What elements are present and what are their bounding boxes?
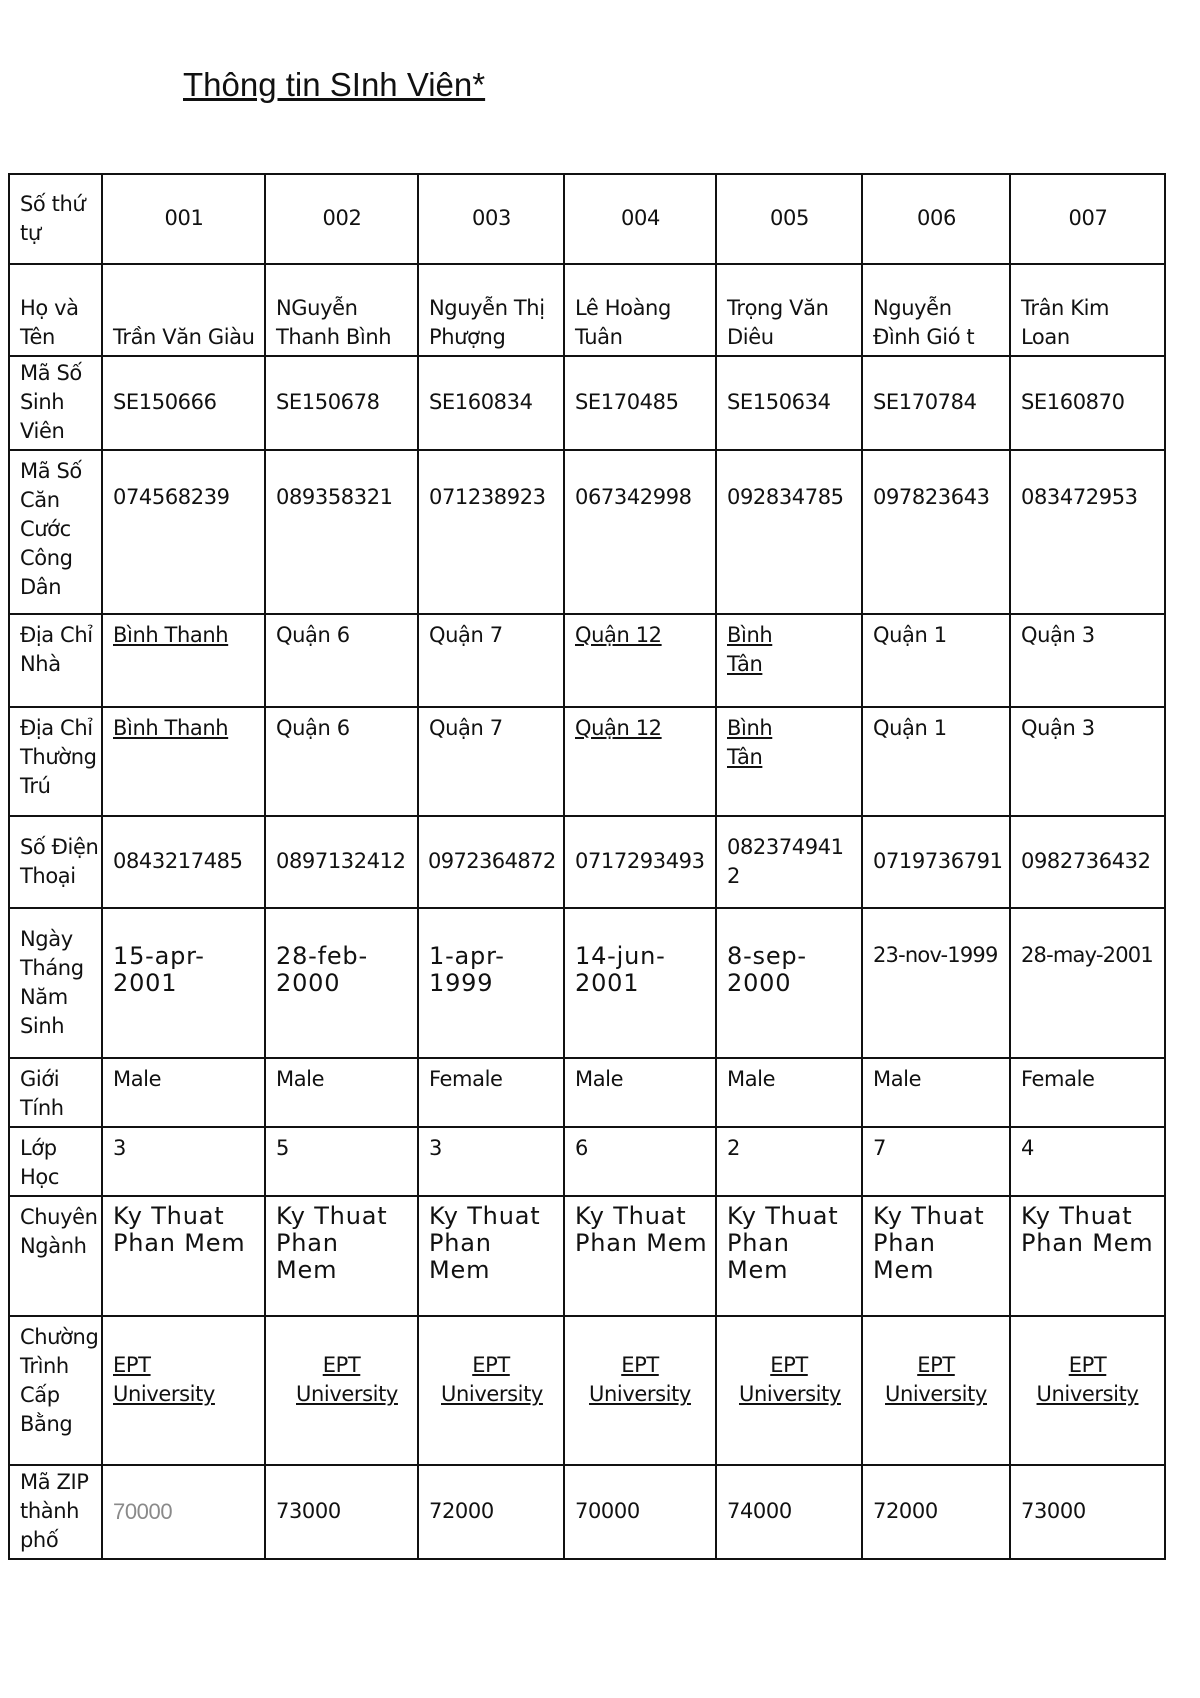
table-row [9, 1058, 1165, 1127]
table-cell: 23-nov-1999 [862, 908, 1010, 1058]
table-cell: SE150678 [265, 356, 418, 450]
table-cell: 0719736791 [862, 816, 1010, 908]
table-cell: 73000 [1010, 1465, 1165, 1559]
table-cell: Quận 3 [1010, 614, 1165, 707]
table-cell: 15-apr-2001 [102, 908, 265, 1058]
university-link[interactable]: EPT University [441, 1353, 543, 1406]
table-cell: Male [716, 1058, 862, 1127]
table-cell: SE160834 [418, 356, 564, 450]
university-link[interactable]: EPT University [113, 1353, 215, 1406]
table-cell: Trân Kim Loan [1010, 264, 1165, 356]
table-cell: 005 [716, 174, 862, 264]
table-row [9, 1127, 1165, 1196]
row-label: Số Điện Thoại [9, 816, 102, 908]
row-label: Chuyên Ngành [9, 1196, 102, 1316]
table-cell: 074568239 [102, 450, 265, 614]
table-cell: Quận 1 [862, 614, 1010, 707]
table-cell: Female [418, 1058, 564, 1127]
table-cell: 083472953 [1010, 450, 1165, 614]
table-row [9, 816, 1165, 908]
table-cell: Bình Tân [716, 614, 862, 707]
table-row [9, 1465, 1165, 1559]
table-cell: Bình Thanh [102, 707, 265, 816]
table-cell: 70000 [102, 1465, 265, 1559]
table-row [9, 174, 1165, 264]
row-label: Ngày Tháng Năm Sinh [9, 908, 102, 1058]
table-cell: 0982736432 [1010, 816, 1165, 908]
table-cell: 007 [1010, 174, 1165, 264]
table-row [9, 908, 1165, 1058]
row-label: Số thứ tự [9, 174, 102, 264]
table-cell: 28-feb-2000 [265, 908, 418, 1058]
table-cell: Ky Thuat Phan Mem [862, 1196, 1010, 1316]
table-cell: 089358321 [265, 450, 418, 614]
table-cell: 5 [265, 1127, 418, 1196]
row-label: Mã Số Sinh Viên [9, 356, 102, 450]
table-cell: Quận 12 [564, 707, 716, 816]
table-cell: 2 [716, 1127, 862, 1196]
table-cell: Quận 1 [862, 707, 1010, 816]
table-cell: 004 [564, 174, 716, 264]
row-label: Giới Tính [9, 1058, 102, 1127]
table-cell: 002 [265, 174, 418, 264]
table-cell: Trọng Văn Diêu [716, 264, 862, 356]
table-row [9, 707, 1165, 816]
table-cell: SE150634 [716, 356, 862, 450]
table-row [9, 1196, 1165, 1316]
table-cell: 70000 [564, 1465, 716, 1559]
table-cell: Male [564, 1058, 716, 1127]
table-cell: Lê Hoàng Tuân [564, 264, 716, 356]
table-cell: 72000 [862, 1465, 1010, 1559]
row-label: Họ và Tên [9, 264, 102, 356]
table-cell: Male [862, 1058, 1010, 1127]
table-cell: 74000 [716, 1465, 862, 1559]
table-cell: Ky Thuat Phan Mem [564, 1196, 716, 1316]
table-cell: 067342998 [564, 450, 716, 614]
university-link[interactable]: EPT University [885, 1353, 987, 1406]
table-cell: 0717293493 [564, 816, 716, 908]
table-cell: 0843217485 [102, 816, 265, 908]
table-cell: SE150666 [102, 356, 265, 450]
table-cell: Female [1010, 1058, 1165, 1127]
table-cell: 8-sep-2000 [716, 908, 862, 1058]
table-cell: SE170485 [564, 356, 716, 450]
row-label: Địa Chỉ Nhà [9, 614, 102, 707]
table-cell: 071238923 [418, 450, 564, 614]
table-cell: Ky Thuat Phan Mem [265, 1196, 418, 1316]
table-cell: Quận 7 [418, 614, 564, 707]
table-cell: 003 [418, 174, 564, 264]
row-label: Lớp Học [9, 1127, 102, 1196]
table-cell: SE160870 [1010, 356, 1165, 450]
table-cell: Ky Thuat Phan Mem [418, 1196, 564, 1316]
table-row [9, 614, 1165, 707]
table-cell: 001 [102, 174, 265, 264]
table-cell: 3 [102, 1127, 265, 1196]
table-cell: Male [265, 1058, 418, 1127]
row-label: Địa Chỉ Thường Trú [9, 707, 102, 816]
table-cell: 28-may-2001 [1010, 908, 1165, 1058]
table-cell: Ky Thuat Phan Mem [1010, 1196, 1165, 1316]
page-title: Thông tin SInh Viên* [183, 66, 486, 103]
table-cell: 092834785 [716, 450, 862, 614]
table-cell: NGuyễn Thanh Bình [265, 264, 418, 356]
table-cell: 7 [862, 1127, 1010, 1196]
table-cell: SE170784 [862, 356, 1010, 450]
table-cell: 3 [418, 1127, 564, 1196]
table-cell: 72000 [418, 1465, 564, 1559]
table-cell: Quận 7 [418, 707, 564, 816]
table-cell: Quận 6 [265, 614, 418, 707]
table-cell: Nguyễn Đình Gió t [862, 264, 1010, 356]
university-link[interactable]: EPT University [589, 1353, 691, 1406]
table-cell: Quận 3 [1010, 707, 1165, 816]
row-label: Mã ZIP thành phố [9, 1465, 102, 1559]
table-cell: Bình Thanh [102, 614, 265, 707]
row-label: Mã Số Căn Cước Công Dân [9, 450, 102, 614]
student-info-table [8, 173, 1166, 1560]
table-cell: Ky Thuat Phan Mem [102, 1196, 265, 1316]
university-link[interactable]: EPT University [296, 1353, 398, 1406]
table-cell: Trần Văn Giàu [102, 264, 265, 356]
table-cell: Nguyễn Thị Phượng [418, 264, 564, 356]
table-cell: 14-jun-2001 [564, 908, 716, 1058]
table-cell: 0897132412 [265, 816, 418, 908]
table-cell: 0972364872 [418, 816, 564, 908]
table-row [9, 1316, 1165, 1465]
table-cell: 73000 [265, 1465, 418, 1559]
table-row [9, 450, 1165, 614]
university-link[interactable]: EPT University [739, 1353, 841, 1406]
table-cell: Ky Thuat Phan Mem [716, 1196, 862, 1316]
table-row [9, 356, 1165, 450]
table-row [9, 264, 1165, 356]
university-link[interactable]: EPT University [1036, 1353, 1139, 1406]
table-cell: Quận 6 [265, 707, 418, 816]
table-cell: 6 [564, 1127, 716, 1196]
table-cell: Male [102, 1058, 265, 1127]
table-cell: Bình Tân [716, 707, 862, 816]
table-cell: 4 [1010, 1127, 1165, 1196]
row-label: Chường Trình Cấp Bằng [9, 1316, 102, 1465]
table-cell: 097823643 [862, 450, 1010, 614]
table-cell: 006 [862, 174, 1010, 264]
table-cell: 1-apr-1999 [418, 908, 564, 1058]
table-cell: Quận 12 [564, 614, 716, 707]
table-cell: 0823749412 [716, 816, 862, 908]
